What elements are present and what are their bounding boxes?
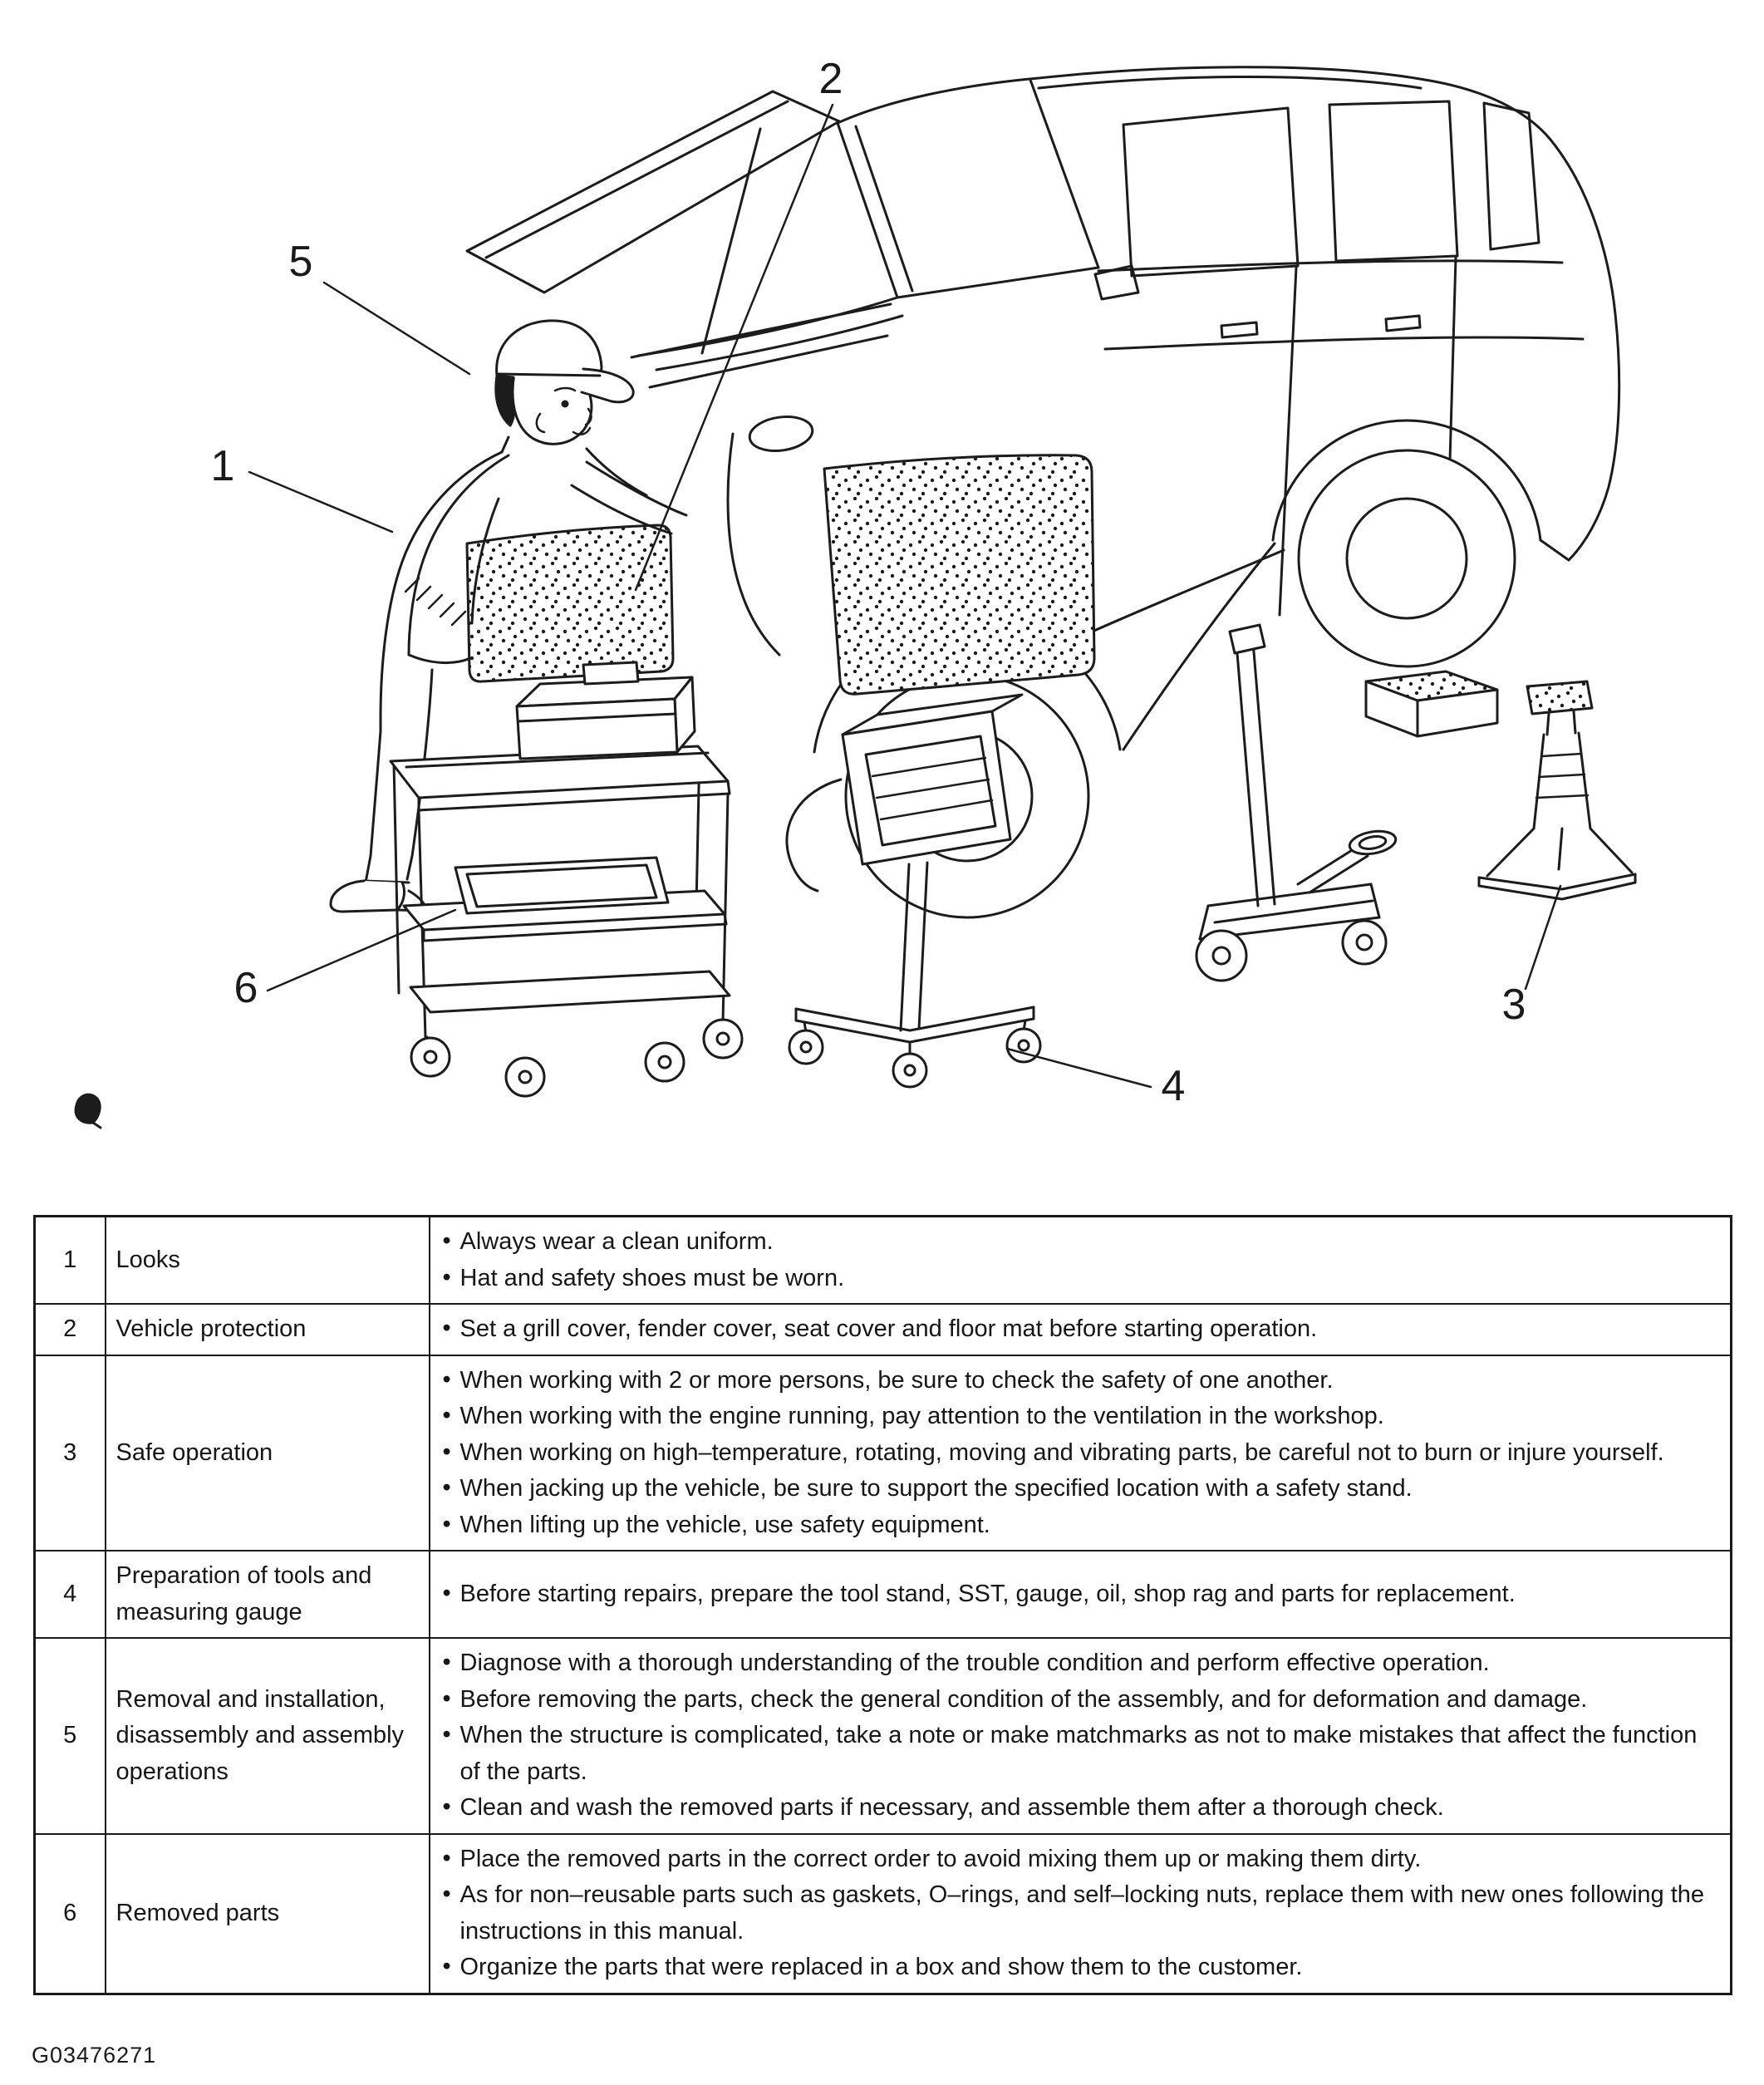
bullet-item: • Hat and safety shoes must be worn. — [440, 1261, 1721, 1297]
callout-label-3: 3 — [1501, 981, 1526, 1029]
callout-label-1: 1 — [210, 442, 235, 490]
figure-code: G03476271 — [32, 2043, 157, 2068]
row-title: Safe operation — [106, 1355, 430, 1551]
callout-label-2: 2 — [818, 55, 843, 103]
instructions-table — [33, 1215, 1732, 1995]
callout-leader-2 — [636, 105, 833, 590]
row-title: Looks — [106, 1217, 430, 1305]
table-row — [35, 1355, 1732, 1551]
row-number: 1 — [35, 1217, 106, 1305]
row-content — [430, 1217, 1732, 1305]
vest-hatching — [405, 578, 465, 625]
row-title: Removed parts — [106, 1834, 430, 1994]
row-number: 4 — [35, 1551, 106, 1638]
bullet-item: • When working with the engine running, pay attention to the ventilation in the workshop. — [440, 1399, 1721, 1435]
bullet-item: • Before removing the parts, check the general condition of the assembly, and for deformation and damage. — [440, 1682, 1721, 1719]
bullet-list — [440, 1311, 1721, 1348]
bullet-item: • Place the removed parts in the correct order to avoid mixing them up or making them dirty. — [440, 1842, 1721, 1878]
callout-leader-1 — [249, 472, 392, 532]
row-title: Preparation of tools and measuring gauge — [106, 1551, 430, 1638]
callout-label-4: 4 — [1161, 1062, 1186, 1110]
bullet-item: • Before starting repairs, prepare the tool stand, SST, gauge, oil, shop rag and parts for replacement. — [440, 1576, 1721, 1613]
open-hood — [467, 91, 839, 353]
table-row — [35, 1304, 1732, 1355]
note-icon — [76, 1094, 101, 1128]
table-row — [35, 1551, 1732, 1638]
row-number: 6 — [35, 1834, 106, 1994]
bullet-item: • Always wear a clean uniform. — [440, 1224, 1721, 1261]
callout-leader-4 — [1007, 1049, 1151, 1087]
row-number: 5 — [35, 1638, 106, 1834]
row-content — [430, 1834, 1732, 1994]
bullet-list — [440, 1645, 1721, 1827]
row-number: 2 — [35, 1304, 106, 1355]
instructions-table-body — [35, 1217, 1732, 1994]
table-row — [35, 1217, 1732, 1305]
tool-cart — [391, 662, 742, 1096]
bullet-list — [440, 1842, 1721, 1986]
row-content — [430, 1355, 1732, 1551]
parts-pan — [455, 858, 668, 913]
table-row — [35, 1834, 1732, 1994]
bullet-item: • When working on high–temperature, rotating, moving and vibrating parts, be careful not to burn or injure yourself. — [440, 1435, 1721, 1472]
bullet-item: • When jacking up the vehicle, be sure to support the specified location with a safety stand. — [440, 1471, 1721, 1507]
callout-label-5: 5 — [288, 238, 313, 286]
bullet-item: • Diagnose with a thorough understanding of the trouble condition and perform effective operation. — [440, 1645, 1721, 1682]
bullet-item: • As for non–reusable parts such as gaskets, O–rings, and self–locking nuts, replace them with new ones following the instructions in this manual. — [440, 1877, 1721, 1950]
callout-leader-6 — [268, 910, 455, 991]
row-title: Vehicle protection — [106, 1304, 430, 1355]
bullet-item: • When lifting up the vehicle, use safety equipment. — [440, 1507, 1721, 1544]
row-content — [430, 1551, 1732, 1638]
fender-cover — [467, 525, 673, 681]
callout-label-6: 6 — [233, 964, 258, 1012]
callout-leader-5 — [324, 283, 469, 374]
wheel-chock — [1366, 671, 1497, 736]
bullet-item: • When working with 2 or more persons, be sure to check the safety of one another. — [440, 1363, 1721, 1399]
grill-cover — [824, 455, 1094, 694]
row-content — [430, 1638, 1732, 1834]
bullet-item: • Organize the parts that were replaced in a box and show them to the customer. — [440, 1950, 1721, 1986]
table-row — [35, 1638, 1732, 1834]
bullet-item: • When the structure is complicated, take a note or make matchmarks as not to make mistakes that affect the function of the parts. — [440, 1718, 1721, 1790]
callout-leader-3 — [1526, 886, 1560, 989]
bullet-list — [440, 1363, 1721, 1544]
row-title: Removal and installation, disassembly and assembly operations — [106, 1638, 430, 1834]
bullet-item: • Clean and wash the removed parts if necessary, and assemble them after a thorough check. — [440, 1790, 1721, 1827]
row-number: 3 — [35, 1355, 106, 1551]
row-content — [430, 1304, 1732, 1355]
bullet-list — [440, 1576, 1721, 1613]
safety-stand — [1479, 681, 1635, 899]
bullet-item: • Set a grill cover, fender cover, seat cover and floor mat before starting operation. — [440, 1311, 1721, 1348]
shoe — [331, 881, 404, 912]
casters — [411, 1020, 742, 1096]
floor-jack — [1196, 625, 1398, 981]
bullet-list — [440, 1224, 1721, 1296]
